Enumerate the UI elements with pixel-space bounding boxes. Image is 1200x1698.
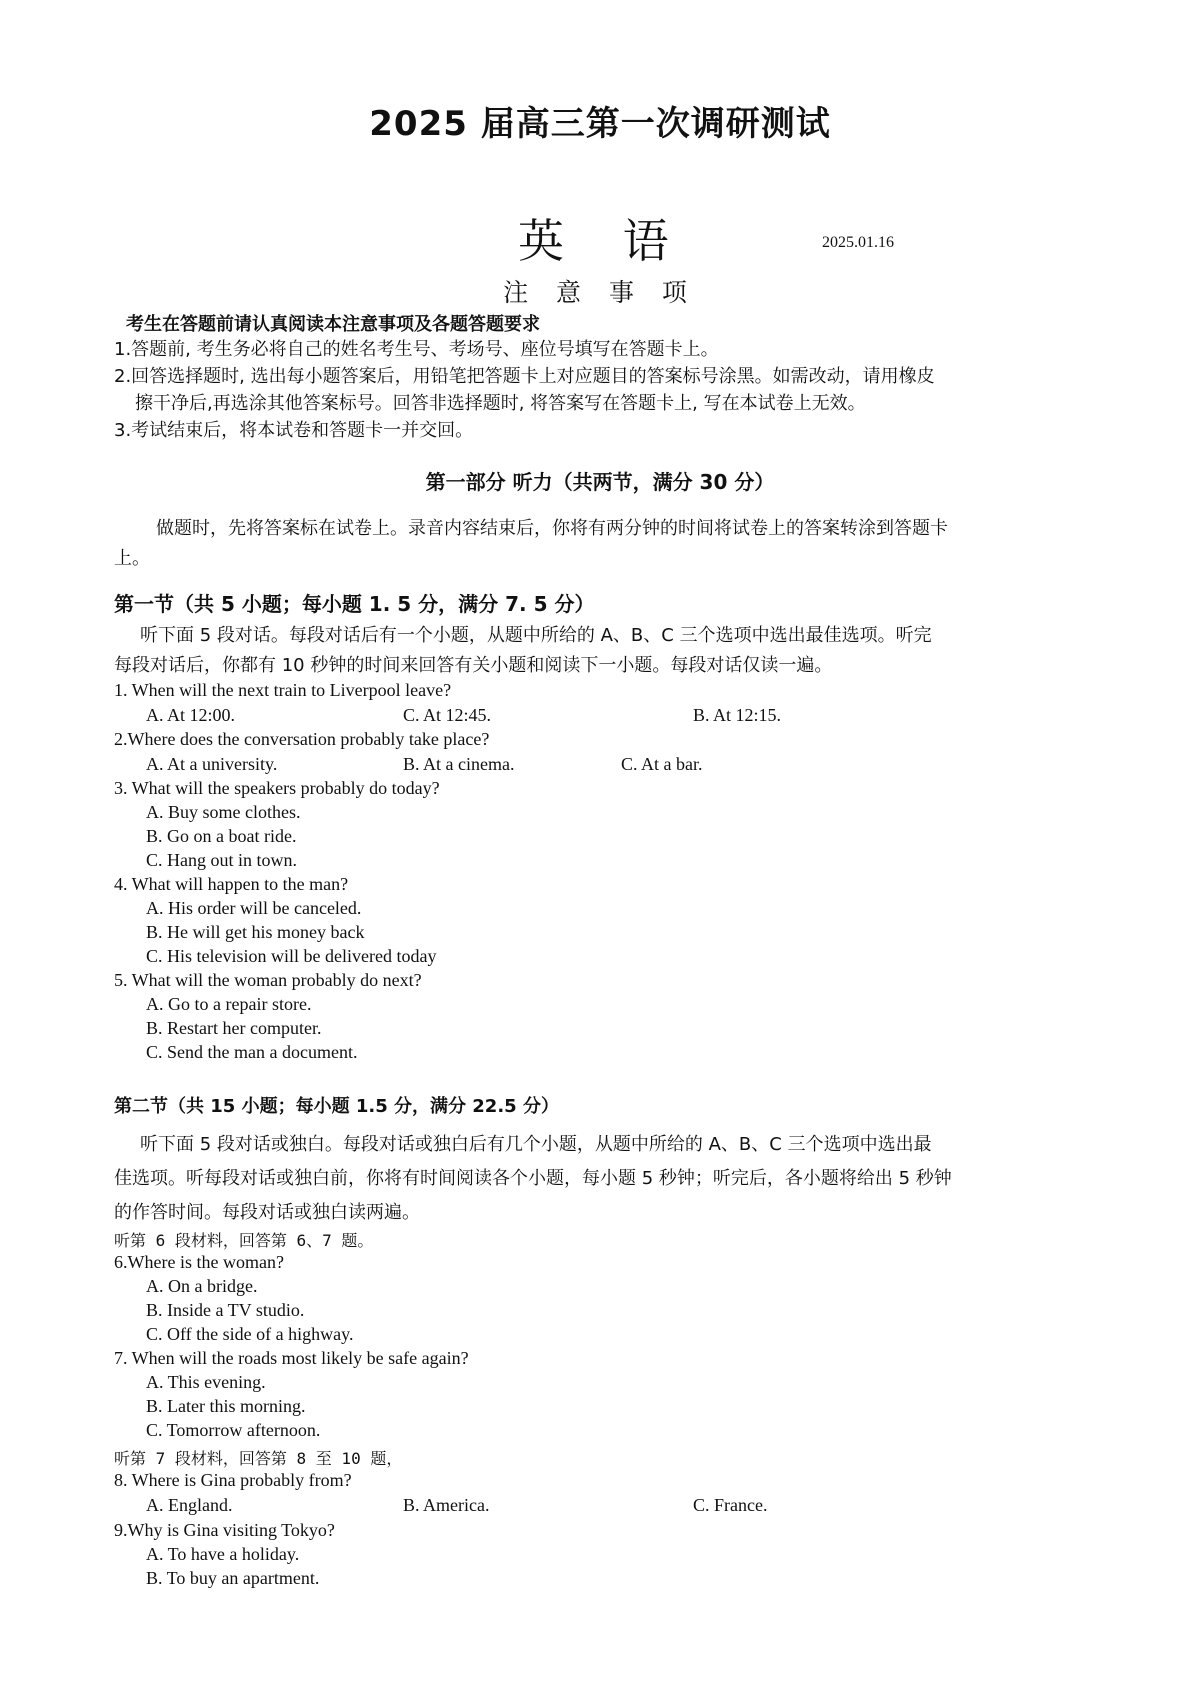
question-2-option: A. At a university. (146, 754, 278, 774)
notice-title: 注 意 事 项 (503, 278, 697, 307)
question-1-option: C. At 12:45. (403, 705, 492, 725)
question-4-option: C. His television will be delivered today (146, 946, 437, 966)
question-3-option: A. Buy some clothes. (146, 802, 301, 822)
question-5: 5. What will the woman probably do next? (114, 970, 422, 990)
question-7: 7. When will the roads most likely be safe again? (114, 1348, 469, 1368)
question-5-option: C. Send the man a document. (146, 1042, 358, 1062)
exam-title: 2025 届高三第一次调研测试 (369, 104, 831, 144)
question-1: 1. When will the next train to Liverpool leave? (114, 680, 452, 700)
question-6: 6.Where is the woman? (114, 1252, 284, 1272)
question-9-option: B. To buy an apartment. (146, 1568, 320, 1588)
question-1-option: B. At 12:15. (693, 705, 782, 725)
material-6-note: 听第 6 段材料，回答第 6、7 题。 (114, 1231, 374, 1250)
notice-item-2: 2.回答选择题时, 选出每小题答案后，用铅笔把答题卡上对应题目的答案标号涂黑。如需改动，请用橡皮 (114, 366, 935, 387)
section2-instruction-3: 的作答时间。每段对话或独白读两遍。 (114, 1202, 420, 1223)
question-5-option: B. Restart her computer. (146, 1018, 322, 1038)
part1-instruction-2: 上。 (114, 548, 150, 569)
question-8-option: A. England. (146, 1495, 233, 1515)
section2-instruction-1: 听下面 5 段对话或独白。每段对话或独白后有几个小题，从题中所给的 A、B、C 三个选项中选出最 (140, 1134, 932, 1155)
question-5-option: A. Go to a repair store. (146, 994, 312, 1014)
part1-instruction-1: 做题时，先将答案标在试卷上。录音内容结束后，你将有两分钟的时间将试卷上的答案转涂到答题卡 (156, 518, 948, 539)
section2-instruction-2: 佳选项。听每段对话或独白前，你将有时间阅读各个小题，每小题 5 秒钟；听完后，各小题将给出 5 秒钟 (114, 1168, 952, 1189)
question-9: 9.Why is Gina visiting Tokyo? (114, 1520, 335, 1540)
question-6-option: A. On a bridge. (146, 1276, 258, 1296)
notice-item-3: 3.考试结束后，将本试卷和答题卡一并交回。 (114, 420, 474, 441)
notice-lead: 考生在答题前请认真阅读本注意事项及各题答题要求 (126, 314, 540, 335)
section1-title: 第一节（共 5 小题；每小题 1. 5 分，满分 7. 5 分） (114, 592, 595, 616)
question-6-option: C. Off the side of a highway. (146, 1324, 354, 1344)
question-3-option: B. Go on a boat ride. (146, 826, 297, 846)
question-8-option: C. France. (693, 1495, 768, 1515)
question-7-option: B. Later this morning. (146, 1396, 306, 1416)
question-7-option: A. This evening. (146, 1372, 266, 1392)
notice-item-1: 1.答题前, 考生务必将自己的姓名考生号、考场号、座位号填写在答题卡上。 (114, 339, 719, 360)
notice-item-2-cont: 擦干净后,再选涂其他答案标号。回答非选择题时, 将答案写在答题卡上, 写在本试卷上无效。 (135, 393, 866, 414)
question-8-option: B. America. (403, 1495, 490, 1515)
material-7-note: 听第 7 段材料，回答第 8 至 10 题， (114, 1449, 403, 1468)
question-4-option: A. His order will be canceled. (146, 898, 362, 918)
exam-date: 2025.01.16 (822, 234, 894, 251)
section2-title: 第二节（共 15 小题；每小题 1.5 分，满分 22.5 分） (114, 1096, 559, 1117)
part1-title: 第一部分 听力（共两节，满分 30 分） (425, 470, 775, 494)
question-2: 2.Where does the conversation probably take place? (114, 729, 490, 749)
question-3-option: C. Hang out in town. (146, 850, 297, 870)
question-4-option: B. He will get his money back (146, 922, 365, 942)
section1-instruction-2: 每段对话后，你都有 10 秒钟的时间来回答有关小题和阅读下一小题。每段对话仅读一遍。 (114, 655, 833, 676)
question-3: 3. What will the speakers probably do today? (114, 778, 440, 798)
question-7-option: C. Tomorrow afternoon. (146, 1420, 321, 1440)
question-1-option: A. At 12:00. (146, 705, 236, 725)
question-8: 8. Where is Gina probably from? (114, 1470, 352, 1490)
question-2-option: B. At a cinema. (403, 754, 515, 774)
question-9-option: A. To have a holiday. (146, 1544, 300, 1564)
subject-title: 英 语 (518, 214, 691, 268)
question-2-option: C. At a bar. (621, 754, 703, 774)
question-6-option: B. Inside a TV studio. (146, 1300, 305, 1320)
question-4: 4. What will happen to the man? (114, 874, 349, 894)
section1-instruction-1: 听下面 5 段对话。每段对话后有一个小题，从题中所给的 A、B、C 三个选项中选出最佳选项。听完 (140, 625, 932, 646)
